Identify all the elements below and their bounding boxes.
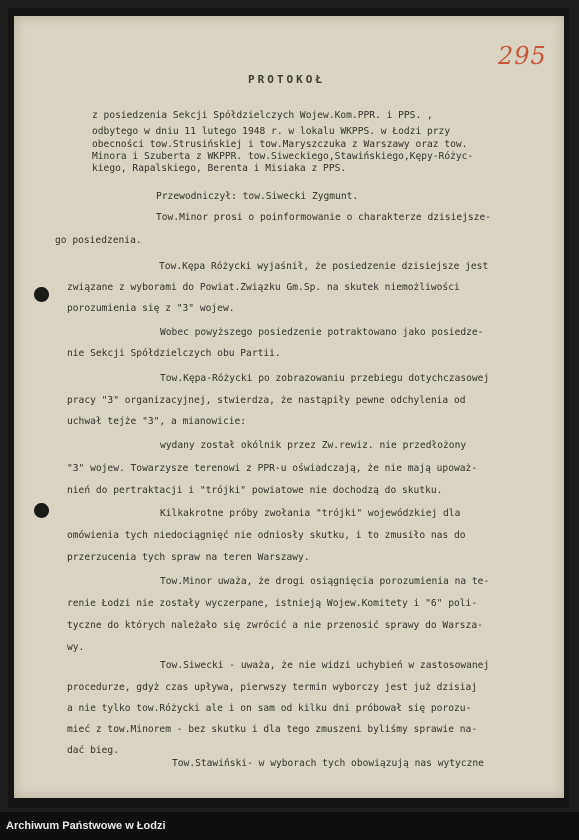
text-line: nień do pertraktacji i "trójki" powiatowe nie dochodzą do skutku. <box>67 485 443 496</box>
text-line: pracy "3" organizacyjnej, stwierdza, że nastąpiły pewne odchylenia od <box>67 395 466 406</box>
text-line: Tow.Minor prosi o poinformowanie o charakterze dzisiejsze- <box>156 212 492 223</box>
text-line: kiego, Rapalskiego, Berenta i Misiaka z PPS. <box>92 163 347 174</box>
text-line: Tow.Kępa-Różycki po zobrazowaniu przebiegu dotychczasowej <box>160 373 490 384</box>
text-line: Tow.Minor uważa, że drogi osiągnięcia porozumienia na te- <box>160 576 490 587</box>
punch-hole <box>34 287 49 302</box>
text-line: a nie tylko tow.Różycki ale i on sam od kilku dni próbował się porozu- <box>67 703 472 714</box>
text-line: uchwał tejże "3", a mianowicie: <box>67 416 247 427</box>
text-line: związane z wyborami do Powiat.Związku Gm.Sp. na skutek niemożliwości <box>67 282 460 293</box>
text-line: Tow.Stawiński- w wyborach tych obowiązują nas wytyczne <box>172 758 484 769</box>
text-line: porozumienia się z "3" wojew. <box>67 303 235 314</box>
text-line: Przewodniczył: tow.Siwecki Zygmunt. <box>156 191 359 202</box>
text-line: omówienia tych niedociągnięć nie odniosły skutku, i to zmusiło nas do <box>67 530 466 541</box>
text-line: procedurze, gdyż czas upływa, pierwszy termin wyborczy jest już dzisiaj <box>67 682 478 693</box>
text-line: Minora i Szuberta z WKPPR. tow.Siweckiego,Stawińskiego,Kępy-Różyc- <box>92 151 474 162</box>
punch-hole <box>34 503 49 518</box>
archive-footer <box>0 812 579 840</box>
text-line: odbytego w dniu 11 lutego 1948 r. w lokalu WKPPS. w Łodzi przy <box>92 126 451 137</box>
text-line: renie Łodzi nie zostały wyczerpane, istnieją Wojew.Komitety i "6" poli- <box>67 598 478 609</box>
text-line: Wobec powyższego posiedzenie potraktowano jako posiedze- <box>160 327 484 338</box>
folio-number: 295 <box>498 42 547 70</box>
text-line: mieć z tow.Minorem - bez skutku i dla tego zmuszeni byliśmy sprawie na- <box>67 724 478 735</box>
text-line: Kilkakrotne próby zwołania "trójki" wojewódzkiej dla <box>160 508 461 519</box>
text-line: Tow.Siwecki - uważa, że nie widzi uchybień w zastosowanej <box>160 660 490 671</box>
text-line: Tow.Kępa Różycki wyjaśnił, że posiedzenie dzisiejsze jest <box>159 261 489 272</box>
archive-name: Archiwum Państwowe w Łodzi <box>6 820 166 832</box>
document-title: PROTOKOŁ <box>248 73 325 86</box>
text-line: "3" wojew. Towarzysze terenowi z PPR-u oświadczają, że nie mają upoważ- <box>67 463 478 474</box>
text-line: z posiedzenia Sekcji Spółdzielczych Wojew.Kom.PPR. i PPS. , <box>92 110 433 121</box>
text-line: wy. <box>67 642 85 653</box>
text-line: tyczne do których należało się zwrócić a nie przenosić sprawy do Warsza- <box>67 620 483 631</box>
text-line: dać bieg. <box>67 745 119 756</box>
text-line: obecności tow.Strusińskiej i tow.Maryszczuka z Warszawy oraz tow. <box>92 139 468 150</box>
text-line: go posiedzenia. <box>55 235 142 246</box>
text-line: przerzucenia tych spraw na teren Warszawy. <box>67 552 310 563</box>
text-line: wydany został okólnik przez Zw.rewiz. nie przedłożony <box>160 440 467 451</box>
text-line: nie Sekcji Spółdzielczych obu Partii. <box>67 348 281 359</box>
